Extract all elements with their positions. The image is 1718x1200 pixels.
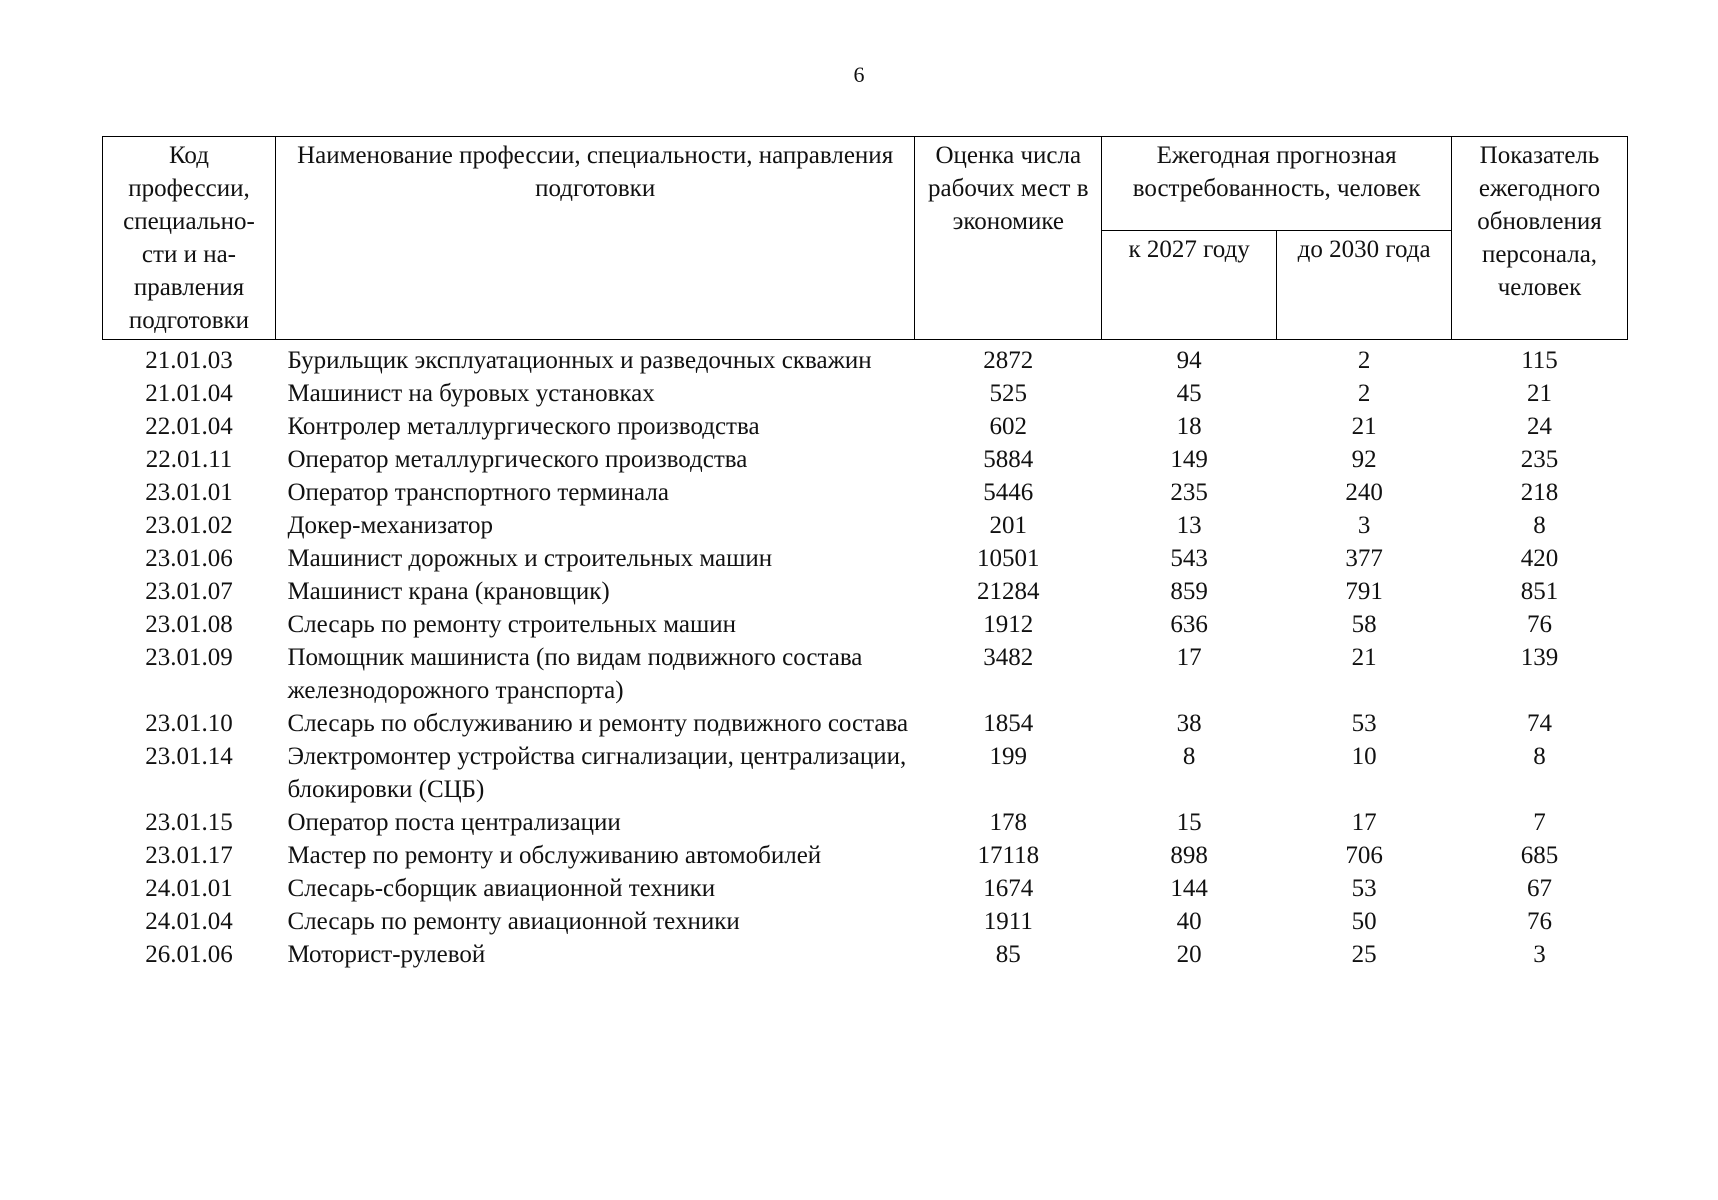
cell-code: 23.01.07 [145, 578, 233, 605]
cell-name: Электромонтер устройства сигнализации, централизации, блокировки (СЦБ) [287, 743, 907, 803]
cell-code: 23.01.01 [145, 479, 233, 506]
cell-estimate: 5884 [983, 446, 1034, 473]
cell-demand-2030: 17 [1351, 809, 1377, 836]
cell-renewal: 235 [1520, 446, 1559, 473]
table-body [103, 340, 1628, 972]
cell-renewal: 8 [1533, 743, 1546, 770]
table-row [103, 839, 1628, 872]
table-row [103, 410, 1628, 443]
cell-renewal: 76 [1527, 611, 1552, 638]
cell-estimate: 1674 [983, 875, 1034, 902]
cell-renewal: 7 [1533, 809, 1546, 836]
header-code: Код профессии, специально-сти и на-правления подготовки [103, 137, 276, 340]
cell-code: 23.01.10 [145, 710, 233, 737]
cell-code: 23.01.15 [145, 809, 233, 836]
cell-name: Мастер по ремонту и обслуживанию автомобилей [287, 842, 822, 869]
cell-renewal: 218 [1520, 479, 1559, 506]
cell-estimate: 525 [989, 380, 1028, 407]
cell-renewal: 115 [1521, 347, 1558, 374]
cell-name: Контролер металлургического производства [287, 413, 760, 440]
cell-estimate: 3482 [983, 644, 1034, 671]
cell-code: 24.01.01 [145, 875, 233, 902]
cell-renewal: 24 [1527, 413, 1552, 440]
table-row [103, 740, 1628, 806]
table-row [103, 575, 1628, 608]
cell-estimate: 21284 [977, 578, 1040, 605]
cell-renewal: 420 [1520, 545, 1559, 572]
cell-demand-2027: 859 [1170, 578, 1208, 605]
cell-demand-2027: 543 [1170, 545, 1208, 572]
cell-demand-2027: 149 [1170, 446, 1208, 473]
cell-renewal: 67 [1527, 875, 1552, 902]
cell-code: 26.01.06 [145, 941, 233, 968]
cell-demand-2027: 15 [1176, 809, 1202, 836]
header-demand-2027: к 2027 году [1102, 231, 1277, 340]
cell-name: Слесарь по обслуживанию и ремонту подвижного состава [287, 710, 909, 737]
cell-demand-2030: 10 [1351, 743, 1377, 770]
cell-code: 21.01.04 [145, 380, 233, 407]
table-row [103, 905, 1628, 938]
cell-code: 23.01.02 [145, 512, 233, 539]
cell-code: 23.01.14 [145, 743, 233, 770]
cell-demand-2027: 13 [1176, 512, 1202, 539]
cell-renewal: 8 [1533, 512, 1546, 539]
cell-renewal: 76 [1527, 908, 1552, 935]
table-row [103, 938, 1628, 971]
cell-demand-2027: 40 [1176, 908, 1202, 935]
cell-estimate: 1912 [983, 611, 1034, 638]
cell-code: 23.01.17 [145, 842, 233, 869]
cell-code: 23.01.08 [145, 611, 233, 638]
cell-demand-2030: 706 [1345, 842, 1383, 869]
table-row [103, 377, 1628, 410]
professions-table [102, 136, 1628, 971]
cell-renewal: 21 [1527, 380, 1552, 407]
cell-renewal: 139 [1520, 644, 1559, 671]
table-row [103, 707, 1628, 740]
cell-demand-2030: 53 [1351, 710, 1377, 737]
cell-name: Бурильщик эксплуатационных и разведочных скважин [287, 347, 872, 374]
table-header [103, 137, 1628, 340]
cell-demand-2030: 2 [1357, 347, 1371, 374]
cell-code: 22.01.11 [145, 446, 233, 473]
cell-demand-2027: 235 [1170, 479, 1208, 506]
table-row [103, 608, 1628, 641]
cell-estimate: 602 [989, 413, 1028, 440]
cell-name: Оператор поста централизации [287, 809, 621, 836]
header-demand-group: Ежегодная прогнозная востребованность, человек [1102, 137, 1452, 231]
cell-demand-2027: 18 [1176, 413, 1202, 440]
cell-demand-2027: 17 [1176, 644, 1202, 671]
cell-code: 23.01.09 [145, 644, 233, 671]
cell-estimate: 17118 [977, 842, 1040, 869]
cell-renewal: 851 [1520, 578, 1559, 605]
cell-demand-2027: 636 [1170, 611, 1208, 638]
cell-demand-2030: 377 [1345, 545, 1383, 572]
cell-name: Машинист на буровых установках [287, 380, 655, 407]
cell-demand-2030: 3 [1357, 512, 1371, 539]
cell-name: Докер-механизатор [287, 512, 493, 539]
cell-estimate: 85 [995, 941, 1021, 968]
cell-demand-2027: 8 [1182, 743, 1196, 770]
cell-estimate: 2872 [983, 347, 1034, 374]
cell-name: Машинист крана (крановщик) [287, 578, 610, 605]
cell-renewal: 685 [1520, 842, 1559, 869]
cell-demand-2030: 21 [1351, 644, 1377, 671]
cell-code: 23.01.06 [145, 545, 233, 572]
cell-demand-2030: 92 [1351, 446, 1377, 473]
table-row [103, 806, 1628, 839]
cell-name: Слесарь-сборщик авиационной техники [287, 875, 716, 902]
table-row [103, 443, 1628, 476]
cell-estimate: 5446 [983, 479, 1034, 506]
cell-name: Моторист-рулевой [287, 941, 486, 968]
cell-name: Оператор металлургического производства [287, 446, 748, 473]
cell-estimate: 178 [989, 809, 1028, 836]
header-demand-2030: до 2030 года [1277, 231, 1452, 340]
cell-demand-2030: 2 [1357, 380, 1371, 407]
cell-estimate: 10501 [977, 545, 1040, 572]
cell-code: 21.01.03 [145, 347, 233, 374]
header-estimate: Оценка числа рабочих мест в экономике [915, 137, 1102, 340]
cell-demand-2027: 144 [1170, 875, 1208, 902]
page-number: 6 [853, 62, 865, 87]
table-row [103, 476, 1628, 509]
cell-demand-2030: 21 [1351, 413, 1377, 440]
table-row [103, 509, 1628, 542]
cell-demand-2030: 58 [1351, 611, 1377, 638]
cell-demand-2030: 53 [1351, 875, 1377, 902]
cell-demand-2027: 20 [1176, 941, 1202, 968]
cell-name: Слесарь по ремонту строительных машин [287, 611, 737, 638]
table-row [103, 340, 1628, 378]
cell-demand-2027: 94 [1176, 347, 1202, 374]
header-name: Наименование профессии, специальности, направления подготовки [275, 137, 914, 340]
cell-renewal: 74 [1527, 710, 1552, 737]
cell-demand-2030: 791 [1345, 578, 1383, 605]
cell-estimate: 1911 [983, 908, 1033, 935]
cell-name: Помощник машиниста (по видам подвижного состава железнодорожного транспорта) [287, 644, 863, 704]
cell-demand-2027: 38 [1176, 710, 1202, 737]
cell-name: Машинист дорожных и строительных машин [287, 545, 773, 572]
cell-code: 24.01.04 [145, 908, 233, 935]
cell-estimate: 201 [989, 512, 1028, 539]
cell-estimate: 1854 [983, 710, 1034, 737]
cell-renewal: 3 [1533, 941, 1546, 968]
header-renewal: Показатель ежегодного обновления персонала, человек [1452, 137, 1628, 340]
table-row [103, 872, 1628, 905]
cell-estimate: 199 [989, 743, 1028, 770]
cell-demand-2027: 898 [1170, 842, 1208, 869]
cell-demand-2027: 45 [1176, 380, 1202, 407]
cell-demand-2030: 50 [1351, 908, 1377, 935]
table-row [103, 542, 1628, 575]
table-row [103, 641, 1628, 707]
cell-name: Оператор транспортного терминала [287, 479, 669, 506]
cell-name: Слесарь по ремонту авиационной техники [287, 908, 740, 935]
cell-demand-2030: 25 [1351, 941, 1377, 968]
cell-code: 22.01.04 [145, 413, 233, 440]
cell-demand-2030: 240 [1345, 479, 1383, 506]
